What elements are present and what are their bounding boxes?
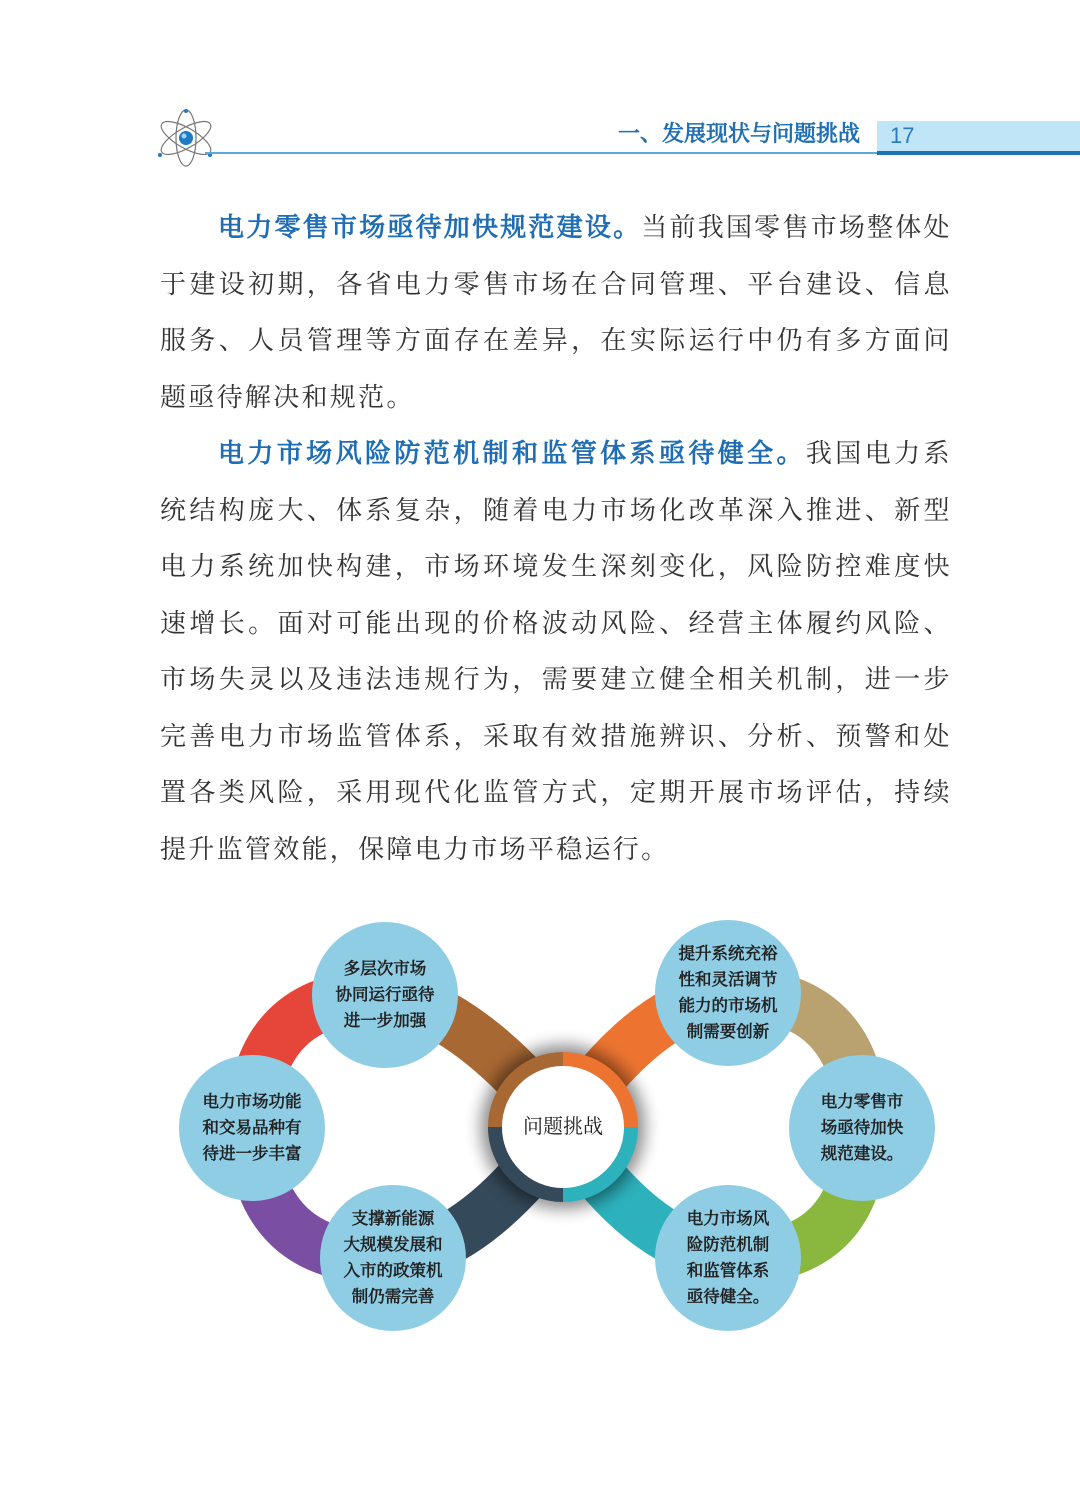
text-line: 服务、人员管理等方面存在差异，在实际运行中仍有多方面问 bbox=[160, 326, 950, 356]
bubble-top-left bbox=[312, 922, 458, 1068]
bubble-text: 支撑新能源 大规模发展和 入市的政策机 制仍需完善 bbox=[343, 1209, 443, 1306]
bubble-bottom-right bbox=[655, 1185, 801, 1331]
paragraph-lead: 电力零售市场亟待加快规范建设。 bbox=[218, 213, 642, 243]
page-number: 17 bbox=[890, 123, 915, 148]
text-line: 提升监管效能，保障电力市场平稳运行。 bbox=[160, 834, 670, 865]
text-line: 于建设初期，各省电力零售市场在合同管理、平台建设、信息 bbox=[160, 269, 950, 300]
text-line: 统结构庞大、体系复杂，随着电力市场化改革深入推进、新型 bbox=[160, 495, 950, 526]
section-title: 一、发展现状与问题挑战 bbox=[617, 122, 860, 147]
center-label: 问题挑战 bbox=[523, 1114, 603, 1138]
text-line: 题亟待解决和规范。 bbox=[160, 382, 415, 413]
bubble-text: 提升系统充裕 性和灵活调节 能力的市场机 制需要创新 bbox=[678, 944, 778, 1041]
bubble-text: 电力市场功能 和交易品种有 待进一步丰富 bbox=[202, 1092, 302, 1163]
text-span: 我国电力系 bbox=[805, 439, 950, 469]
bubble-left bbox=[179, 1055, 325, 1201]
bubble-top-right bbox=[655, 920, 801, 1066]
bubble-text: 多层次市场 协同运行亟待 进一步加强 bbox=[335, 959, 435, 1030]
text-line: 置各类风险，采用现代化监管方式，定期开展市场评估，持续 bbox=[160, 778, 950, 808]
text-line: 速增长。面对可能出现的价格波动风险、经营主体履约风险、 bbox=[160, 608, 950, 639]
text-line: 市场失灵以及违法违规行为，需要建立健全相关机制，进一步 bbox=[160, 665, 950, 695]
text-span: 当前我国零售市场整体处 bbox=[641, 213, 950, 243]
bubble-right bbox=[789, 1055, 935, 1201]
bubble-text: 电力市场风 险防范机制 和监管体系 亟待健全。 bbox=[686, 1209, 770, 1306]
bubble-bottom-left bbox=[320, 1185, 466, 1331]
paragraph-lead: 电力市场风险防范机制和监管体系亟待健全。 bbox=[218, 439, 806, 469]
text-line: 完善电力市场监管体系，采取有效措施辨识、分析、预警和处 bbox=[160, 721, 950, 752]
text-line: 电力系统加快构建，市场环境发生深刻变化，风险防控难度快 bbox=[160, 552, 950, 582]
bubble-text: 电力零售市 场亟待加快 规范建设。 bbox=[820, 1092, 904, 1163]
